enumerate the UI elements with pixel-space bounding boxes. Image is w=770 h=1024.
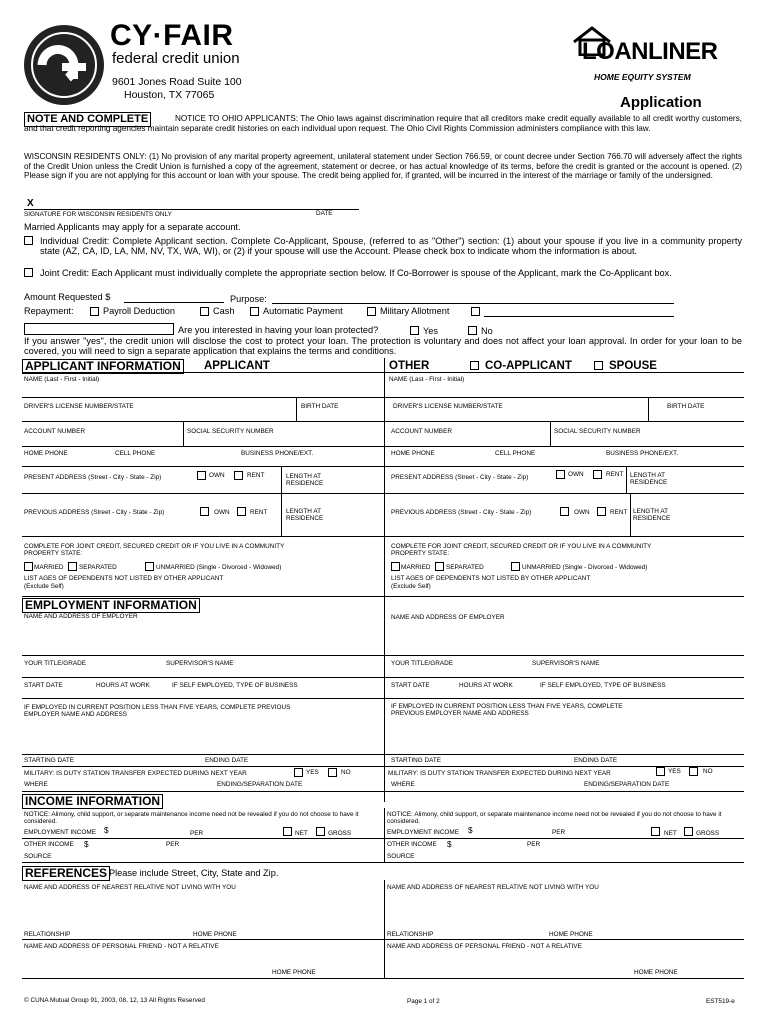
co-applicant-label: CO-APPLICANT xyxy=(485,360,572,372)
other-friend-label: NAME AND ADDRESS OF PERSONAL FRIEND - NOT A RELATIVE xyxy=(387,943,582,950)
purpose-input[interactable] xyxy=(272,292,674,303)
applicant-hours-label: HOURS AT WORK xyxy=(96,682,150,689)
other-military-no-label: NO xyxy=(703,768,713,775)
applicant-title-label: YOUR TITLE/GRADE xyxy=(24,660,87,667)
applicant-other-income-label: OTHER INCOME xyxy=(24,841,74,848)
signature-x: X xyxy=(27,198,34,209)
applicant-previous-rent-checkbox[interactable] xyxy=(237,507,246,516)
applicant-previous-employer-label: IF EMPLOYED IN CURRENT POSITION LESS THAN FIVE YEARS, COMPLETE PREVIOUS EMPLOYER NAME AND ADDRESS xyxy=(24,704,291,718)
applicant-previous-own-label: OWN xyxy=(214,509,230,516)
other-birth-label: BIRTH DATE xyxy=(667,403,705,410)
signature-label: SIGNATURE FOR WISCONSIN RESIDENTS ONLY xyxy=(24,211,172,218)
other-joint-note: COMPLETE FOR JOINT CREDIT, SECURED CREDIT OR IF YOU LIVE IN A COMMUNITY PROPERTY STATE: xyxy=(391,543,652,557)
signature-line[interactable] xyxy=(36,196,316,208)
section-note-and-complete: NOTE AND COMPLETE xyxy=(24,112,151,127)
applicant-previous-address-label: PREVIOUS ADDRESS (Street - City - State - Zip) xyxy=(24,509,165,516)
applicant-military-yes-checkbox[interactable] xyxy=(294,768,303,777)
other-present-rent-label: RENT xyxy=(606,471,624,478)
other-married-checkbox[interactable] xyxy=(391,562,400,571)
other-unmarried-label: UNMARRIED (Single - Divorced - Widowed) xyxy=(522,564,648,571)
automatic-payment-checkbox[interactable] xyxy=(250,307,259,316)
applicant-previous-rent-label: RENT xyxy=(250,509,268,516)
applicant-friend-phone-label: HOME PHONE xyxy=(272,969,316,976)
protection-no-label: No xyxy=(481,326,493,336)
other-separation-label: ENDING/SEPARATION DATE xyxy=(584,781,670,788)
wisconsin-notice: WISCONSIN RESIDENTS ONLY: (1) No provision of any marital property agreement, unilateral statement under Section 766.59, or count decree under Section 766.70 will adversely affect the rights of the Credit Union unless the Credit Union is furnished a copy of the agreement, statement or decree, or has actual knowledge of its terms, before the credit is granted or the account is opened. (2) Please sign if you are not applying for this account or loan with your spouse. The credit being applied for, if granted, will be incurred in the interest of the marriage or family of the undersigned. xyxy=(24,152,742,180)
other-cell-phone-label: CELL PHONE xyxy=(495,450,536,457)
protection-yes-label: Yes xyxy=(423,326,438,336)
joint-credit-checkbox[interactable] xyxy=(24,268,33,277)
applicant-name-label: NAME (Last - First - Initial) xyxy=(24,376,100,383)
other-income-per-label: PER xyxy=(552,829,566,836)
applicant-other-income-dollar: $ xyxy=(84,840,89,849)
other-where-label: WHERE xyxy=(391,781,415,788)
other-net-checkbox[interactable] xyxy=(651,827,660,836)
form-number: EST519-e xyxy=(706,998,735,1005)
other-gross-label: GROSS xyxy=(696,830,720,837)
other-hours-label: HOURS AT WORK xyxy=(459,682,513,689)
applicant-present-rent-label: RENT xyxy=(247,472,265,479)
other-reference-phone-label: HOME PHONE xyxy=(549,931,593,938)
other-starting-date-label: STARTING DATE xyxy=(391,757,442,764)
other-other-income-label: OTHER INCOME xyxy=(387,841,437,848)
applicant-joint-note: COMPLETE FOR JOINT CREDIT, SECURED CREDIT OR IF YOU LIVE IN A COMMUNITY PROPERTY STATE: xyxy=(24,543,285,557)
co-applicant-checkbox[interactable] xyxy=(470,361,479,370)
other-ending-date-label: ENDING DATE xyxy=(574,757,618,764)
applicant-income-notice: NOTICE: Alimony, child support, or separate maintenance income need not be revealed if you do not choose to have it considered. xyxy=(24,811,359,825)
applicant-start-date-label: START DATE xyxy=(24,682,63,689)
applicant-cell-phone-label: CELL PHONE xyxy=(115,450,156,457)
applicant-supervisor-label: SUPERVISOR'S NAME xyxy=(166,660,234,667)
other-business-phone-label: BUSINESS PHONE/EXT. xyxy=(606,450,679,457)
applicant-friend-label: NAME AND ADDRESS OF PERSONAL FRIEND - NOT A RELATIVE xyxy=(24,943,219,950)
other-previous-rent-checkbox[interactable] xyxy=(597,507,606,516)
other-self-employed-label: IF SELF EMPLOYED, TYPE OF BUSINESS xyxy=(540,682,666,689)
applicant-unmarried-checkbox[interactable] xyxy=(145,562,154,571)
other-employment-income-label: EMPLOYMENT INCOME xyxy=(387,829,459,836)
automatic-payment-label: Automatic Payment xyxy=(263,306,343,316)
applicant-present-own-checkbox[interactable] xyxy=(197,471,206,480)
cash-checkbox[interactable] xyxy=(200,307,209,316)
protection-question: Are you interested in having your loan protected? xyxy=(178,325,379,335)
applicant-home-phone-label: HOME PHONE xyxy=(24,450,68,457)
applicant-where-label: WHERE xyxy=(24,781,48,788)
individual-credit-checkbox[interactable] xyxy=(24,236,33,245)
applicant-other-income-per: PER xyxy=(166,841,180,848)
applicant-present-address-label: PRESENT ADDRESS (Street - City - State - Zip) xyxy=(24,474,162,481)
other-military-yes-checkbox[interactable] xyxy=(656,767,665,776)
applicant-present-own-label: OWN xyxy=(209,472,225,479)
payroll-deduction-label: Payroll Deduction xyxy=(103,306,176,316)
cu-name: CY·FAIR xyxy=(110,19,234,52)
form-title: Application xyxy=(620,94,702,111)
other-previous-address-label: PREVIOUS ADDRESS (Street - City - State - Zip) xyxy=(391,509,532,516)
other-previous-own-label: OWN xyxy=(574,509,590,516)
applicant-net-label: NET xyxy=(295,830,308,837)
other-present-length-label: LENGTH AT RESIDENCE xyxy=(630,472,668,486)
ohio-notice-text: The Ohio laws against discrimination require that all creditors make credit equally available to all credit worthy customers, and that credit reporting agencies maintain separate credit histories on each individual upon request. The Ohio Civil Rights Commission administers compliance with this law. xyxy=(24,114,742,133)
applicant-separated-label: SEPARATED xyxy=(79,564,117,571)
applicant-military-no-checkbox[interactable] xyxy=(328,768,337,777)
other-military-yes-label: YES xyxy=(668,768,681,775)
applicant-employment-income-dollar: $ xyxy=(104,826,109,835)
applicant-separation-label: ENDING/SEPARATION DATE xyxy=(217,781,303,788)
other-other-income-dollar: $ xyxy=(447,840,452,849)
amount-requested-input[interactable] xyxy=(124,291,224,302)
applicant-married-checkbox[interactable] xyxy=(24,562,33,571)
other-dependents-label: LIST AGES OF DEPENDENTS NOT LISTED BY OTHER APPLICANT xyxy=(391,575,591,582)
individual-credit-text: Individual Credit: Complete Applicant section. Complete Co-Applicant, Spouse, (referred to as "Other") section: (1) about your spouse if you live in a community property state (AZ, CA, ID, LA, NM, NV, TX, WA, WI), or (2) if your spouse will use the Account. Please check box to indicate whom the information is about. xyxy=(40,236,742,257)
other-account-label: ACCOUNT NUMBER xyxy=(391,428,452,435)
applicant-exclude-self: (Exclude Self) xyxy=(24,583,64,590)
other-friend-phone-label: HOME PHONE xyxy=(634,969,678,976)
other-other-income-per: PER xyxy=(527,841,541,848)
copyright: © CUNA Mutual Group 91, 2003, 08, 12, 13 All Rights Reserved xyxy=(24,997,205,1004)
applicant-reference-phone-label: HOME PHONE xyxy=(193,931,237,938)
other-net-label: NET xyxy=(664,830,677,837)
applicant-military-label: MILITARY: IS DUTY STATION TRANSFER EXPECTED DURING NEXT YEAR xyxy=(24,770,247,777)
repayment-other-checkbox[interactable] xyxy=(471,307,480,316)
other-present-own-checkbox[interactable] xyxy=(556,470,565,479)
applicant-employment-income-label: EMPLOYMENT INCOME xyxy=(24,829,96,836)
applicant-ending-date-label: ENDING DATE xyxy=(205,757,249,764)
other-title-label: YOUR TITLE/GRADE xyxy=(391,660,454,667)
applicant-married-label: MARRIED xyxy=(34,564,64,571)
protection-shaded-box xyxy=(24,323,174,335)
other-previous-rent-label: RENT xyxy=(610,509,628,516)
applicant-ssn-label: SOCIAL SECURITY NUMBER xyxy=(187,428,274,435)
other-relative-label: NAME AND ADDRESS OF NEAREST RELATIVE NOT LIVING WITH YOU xyxy=(387,884,599,891)
other-married-label: MARRIED xyxy=(401,564,431,571)
applicant-column-title: APPLICANT xyxy=(204,360,270,372)
other-name-label: NAME (Last - First - Initial) xyxy=(389,376,465,383)
applicant-net-checkbox[interactable] xyxy=(283,827,292,836)
spouse-checkbox[interactable] xyxy=(594,361,603,370)
other-source-label: SOURCE xyxy=(387,853,415,860)
references-instruction: Please include Street, City, State and Zip. xyxy=(109,868,279,878)
repayment-label: Repayment: xyxy=(24,306,74,316)
other-previous-own-checkbox[interactable] xyxy=(560,507,569,516)
applicant-license-label: DRIVER'S LICENSE NUMBER/STATE xyxy=(24,403,134,410)
applicant-unmarried-label: UNMARRIED (Single - Divorced - Widowed) xyxy=(156,564,282,571)
other-present-address-label: PRESENT ADDRESS (Street - City - State - Zip) xyxy=(391,474,529,481)
payroll-deduction-checkbox[interactable] xyxy=(90,307,99,316)
applicant-present-length-label: LENGTH AT RESIDENCE xyxy=(286,473,324,487)
applicant-self-employed-label: IF SELF EMPLOYED, TYPE OF BUSINESS xyxy=(172,682,298,689)
section-references: REFERENCES xyxy=(22,866,110,881)
applicant-birth-label: BIRTH DATE xyxy=(301,403,339,410)
joint-credit-text: Joint Credit: Each Applicant must individually complete the appropriate section below. If Co-Borrower is spouse of the Applicant, mark the Co-Applicant box. xyxy=(40,268,672,278)
section-applicant-information: APPLICANT INFORMATION xyxy=(22,359,184,374)
other-separated-checkbox[interactable] xyxy=(435,562,444,571)
other-present-rent-checkbox[interactable] xyxy=(593,470,602,479)
applicant-military-no-label: NO xyxy=(341,769,351,776)
lender-tagline: HOME EQUITY SYSTEM xyxy=(594,72,691,82)
applicant-present-rent-checkbox[interactable] xyxy=(234,471,243,480)
other-gross-checkbox[interactable] xyxy=(684,827,693,836)
date-label: DATE xyxy=(316,210,333,217)
cu-logo xyxy=(22,20,242,110)
applicant-employer-label: NAME AND ADDRESS OF EMPLOYER xyxy=(24,613,138,620)
lender-logo xyxy=(572,26,752,86)
section-employment-information: EMPLOYMENT INFORMATION xyxy=(22,598,200,613)
other-license-label: DRIVER'S LICENSE NUMBER/STATE xyxy=(393,403,503,410)
applicant-military-yes-label: YES xyxy=(306,769,319,776)
other-supervisor-label: SUPERVISOR'S NAME xyxy=(532,660,600,667)
amount-requested-label: Amount Requested $ xyxy=(24,292,111,302)
other-previous-employer-label: IF EMPLOYED IN CURRENT POSITION LESS THAN FIVE YEARS, COMPLETE PREVIOUS EMPLOYER NAME AND ADDRESS xyxy=(391,703,623,717)
page-number: Page 1 of 2 xyxy=(407,998,440,1005)
applicant-gross-label: GROSS xyxy=(328,830,352,837)
applicant-previous-own-checkbox[interactable] xyxy=(200,507,209,516)
applicant-starting-date-label: STARTING DATE xyxy=(24,757,75,764)
cash-label: Cash xyxy=(213,306,235,316)
cu-subtitle: federal credit union xyxy=(112,50,240,67)
applicant-gross-checkbox[interactable] xyxy=(316,827,325,836)
other-previous-length-label: LENGTH AT RESIDENCE xyxy=(633,508,671,522)
other-unmarried-checkbox[interactable] xyxy=(511,562,520,571)
other-ssn-label: SOCIAL SECURITY NUMBER xyxy=(554,428,641,435)
other-relationship-label: RELATIONSHIP xyxy=(387,931,434,938)
applicant-separated-checkbox[interactable] xyxy=(68,562,77,571)
protection-text: If you answer "yes", the credit union will disclose the cost to protect your loan. The protection is voluntary and does not affect your loan approval. In order for your loan to be covered, you will need to sign a separate application that explains the terms and conditions. xyxy=(24,336,742,357)
other-home-phone-label: HOME PHONE xyxy=(391,450,435,457)
applicant-relationship-label: RELATIONSHIP xyxy=(24,931,71,938)
other-employer-label: NAME AND ADDRESS OF EMPLOYER xyxy=(391,614,505,621)
applicant-dependents-label: LIST AGES OF DEPENDENTS NOT LISTED BY OTHER APPLICANT xyxy=(24,575,224,582)
protection-yes-checkbox[interactable] xyxy=(410,326,419,335)
lender-logo-text: LOANLINER xyxy=(582,38,718,65)
other-military-no-checkbox[interactable] xyxy=(689,767,698,776)
other-employment-income-dollar: $ xyxy=(468,826,473,835)
other-military-label: MILITARY: IS DUTY STATION TRANSFER EXPECTED DURING NEXT YEAR xyxy=(388,770,611,777)
other-exclude-self: (Exclude Self) xyxy=(391,583,431,590)
ohio-notice-lead: NOTICE TO OHIO APPLICANTS: xyxy=(175,114,298,123)
applicant-business-phone-label: BUSINESS PHONE/EXT. xyxy=(241,450,314,457)
applicant-account-label: ACCOUNT NUMBER xyxy=(24,428,85,435)
ohio-notice xyxy=(24,114,742,133)
military-allotment-label: Military Allotment xyxy=(380,306,450,316)
other-column-title: OTHER xyxy=(389,360,430,372)
purpose-label: Purpose: xyxy=(230,294,267,304)
other-income-notice: NOTICE: Alimony, child support, or separate maintenance income need not be revealed if you do not choose to have it considered. xyxy=(387,811,722,825)
applicant-previous-length-label: LENGTH AT RESIDENCE xyxy=(286,508,324,522)
other-present-own-label: OWN xyxy=(568,471,584,478)
applicant-source-label: SOURCE xyxy=(24,853,52,860)
section-income-information: INCOME INFORMATION xyxy=(22,794,163,809)
cu-logo-emblem-icon xyxy=(22,23,106,107)
cu-address-line2: Houston, TX 77065 xyxy=(124,89,215,101)
cu-address-line1: 9601 Jones Road Suite 100 xyxy=(112,76,242,88)
applicant-income-per-label: PER xyxy=(190,830,204,837)
married-applicants-note: Married Applicants may apply for a separate account. xyxy=(24,222,241,232)
protection-no-checkbox[interactable] xyxy=(468,326,477,335)
spouse-label: SPOUSE xyxy=(609,360,657,372)
other-start-date-label: START DATE xyxy=(391,682,430,689)
other-separated-label: SEPARATED xyxy=(446,564,484,571)
military-allotment-checkbox[interactable] xyxy=(367,307,376,316)
applicant-relative-label: NAME AND ADDRESS OF NEAREST RELATIVE NOT LIVING WITH YOU xyxy=(24,884,236,891)
